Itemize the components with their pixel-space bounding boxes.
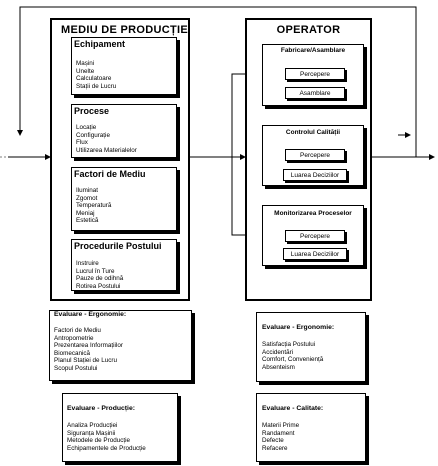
operator-box-monitorizare — [262, 205, 364, 266]
list-item: Siguranța Mașinii — [67, 429, 116, 437]
evaluare-ergonomie-left — [49, 310, 192, 381]
luarea-deciziilor-button: Luarea Deciziilor — [283, 248, 347, 260]
list-item: Calculatoare — [76, 75, 112, 83]
list-item: Rotirea Postului — [76, 282, 121, 290]
list-item: Analiza Producției — [67, 422, 118, 429]
list-item: Defecte — [262, 437, 284, 445]
evaluare-productie — [62, 393, 178, 462]
percepere-button: Percepere — [285, 230, 345, 242]
section-title: Procedurile Postului — [74, 241, 162, 251]
percepere-button: Percepere — [285, 68, 345, 80]
list-item: Mașini — [76, 60, 95, 67]
list-item: Refacere — [262, 444, 288, 452]
list-item: Utilizarea Materialelor — [76, 146, 137, 154]
list-item: Temperatură — [76, 202, 112, 210]
section-procedurile-postului — [71, 239, 177, 291]
list-item: Echipamentele de Producție — [67, 444, 146, 452]
section-echipament — [71, 37, 177, 95]
list-item: Zgomot — [76, 194, 98, 202]
list-item: Metodele de Producție — [67, 437, 131, 445]
asamblare-button: Asamblare — [285, 87, 345, 99]
evaluare-ergonomie-right — [256, 312, 366, 382]
section-title: Procese — [74, 106, 110, 116]
evaluare-calitate — [256, 393, 366, 462]
box-title: Fabricare/Asamblare — [280, 47, 346, 54]
list-item: Lucrul în Ture — [76, 267, 115, 275]
list-item: Biomecanică — [54, 349, 91, 357]
list-item: Prezentarea Informațiilor — [54, 342, 123, 350]
section-title: Echipament — [74, 39, 126, 49]
list-item: Instruire — [76, 260, 99, 267]
list-item: Iluminat — [76, 187, 99, 194]
list-item: Factori de Mediu — [54, 327, 101, 334]
list-item: Flux — [76, 139, 88, 147]
list-item: Planul Stației de Lucru — [54, 357, 118, 365]
list-item: Locație — [76, 124, 97, 131]
list-item: Randament — [262, 429, 295, 437]
box-title: Monitorizarea Proceselor — [274, 210, 352, 217]
list-item: Configurație — [76, 131, 110, 139]
list-item: Absenteism — [262, 363, 295, 371]
list-item: Meniaj — [76, 209, 95, 217]
box-title: Controlul Calității — [285, 129, 341, 136]
eval-title: Evaluare - Calitate: — [262, 405, 324, 412]
eval-title: Evaluare - Producție: — [67, 405, 135, 412]
section-factori-de-mediu — [71, 167, 177, 231]
list-item: Satisfacția Postului — [262, 341, 316, 348]
operator-title: OPERATOR — [276, 24, 341, 36]
list-item: Antropometrie — [54, 334, 94, 342]
list-item: Estetică — [76, 217, 99, 225]
section-procese — [71, 104, 177, 158]
operator-box-fabricare — [262, 44, 364, 106]
list-item: Accidentări — [262, 348, 294, 356]
list-item: Materii Prime — [262, 422, 300, 429]
list-item: Unelte — [76, 67, 95, 75]
section-title: Factori de Mediu — [74, 169, 146, 179]
list-item: Stații de Lucru — [76, 82, 117, 90]
percepere-button: Percepere — [285, 149, 345, 161]
operator-box-calitate — [262, 125, 364, 186]
list-item: Pauze de odihnă — [76, 275, 124, 283]
luarea-deciziilor-button: Luarea Deciziilor — [283, 169, 347, 181]
list-item: Comfort, Conveniență — [262, 356, 324, 364]
list-item: Scopul Postului — [54, 364, 98, 372]
eval-title: Evaluare - Ergonomie: — [262, 324, 335, 331]
mediu-title: MEDIU DE PRODUCȚIE — [61, 24, 189, 36]
eval-title: Evaluare - Ergonomie: — [54, 311, 127, 318]
